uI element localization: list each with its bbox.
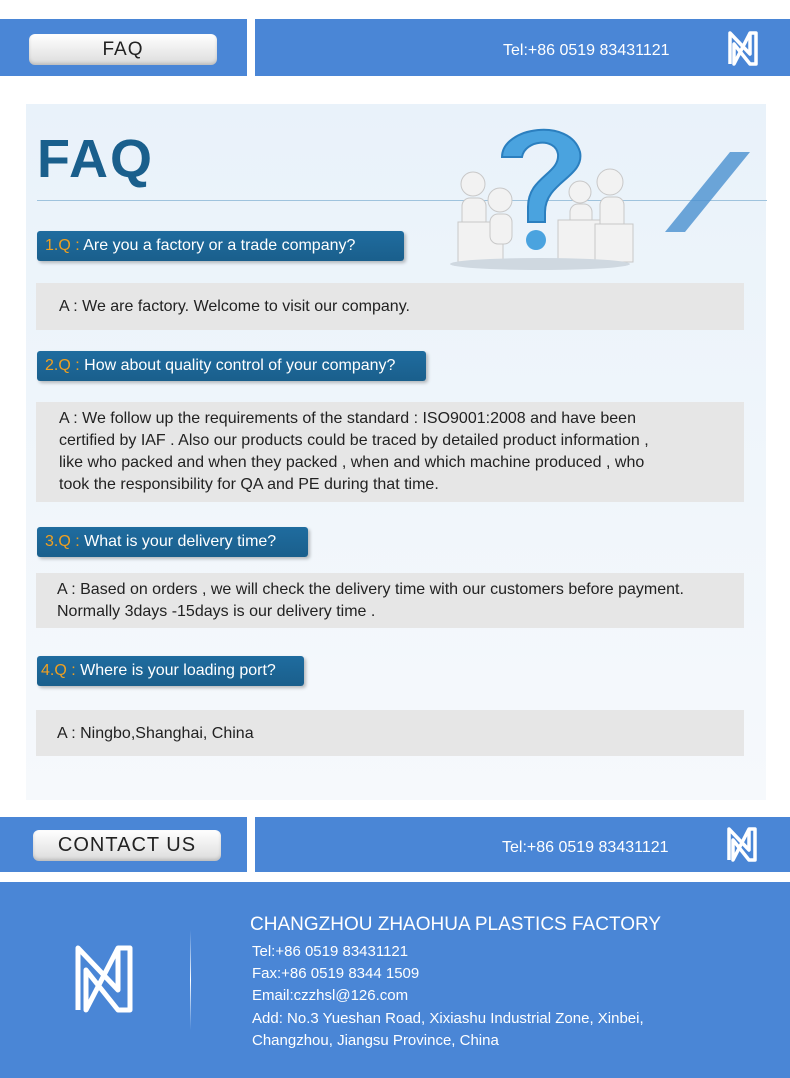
- footer-address-line-1: Add: No.3 Yueshan Road, Xixiashu Industrial Zone, Xinbei,: [252, 1010, 644, 1027]
- answer-line: like who packed and when they packed , when and which machine produced , who: [59, 454, 645, 471]
- footer-address-line-2: Changzhou, Jiangsu Province, China: [252, 1032, 499, 1049]
- question-text: How about quality control of your company?: [84, 357, 396, 374]
- question-number: 4.Q: [41, 662, 67, 679]
- question-bar-2: [37, 351, 426, 381]
- answer-box-1: [36, 283, 744, 330]
- answer-line: took the responsibility for QA and PE during that time.: [59, 476, 439, 493]
- answer-box-4: [36, 710, 744, 756]
- answer-line: certified by IAF . Also our products could be traced by detailed product information ,: [59, 432, 649, 449]
- footer-phone: Tel:+86 0519 83431121: [252, 943, 409, 960]
- faq-title: FAQ: [37, 129, 155, 189]
- question-separator: :: [66, 662, 81, 679]
- answer-line: A : Based on orders , we will check the delivery time with our customers before payment.: [57, 581, 684, 598]
- answer-box-3: [36, 573, 744, 628]
- n-logo-icon: [725, 826, 759, 862]
- n-logo-icon: [726, 30, 760, 66]
- company-name: CHANGZHOU ZHAOHUA PLASTICS FACTORY: [250, 914, 662, 935]
- footer-n-logo-icon: [70, 942, 138, 1014]
- question-text: What is your delivery time?: [84, 533, 277, 550]
- faq-tab-button[interactable]: FAQ: [29, 34, 217, 65]
- contact-header-phone: Tel:+86 0519 83431121: [502, 839, 669, 856]
- answer-line: A : We follow up the requirements of the standard : ISO9001:2008 and have been: [59, 410, 636, 427]
- footer-email: Email:czzhsl@126.com: [252, 987, 409, 1004]
- question-number: 3.Q: [45, 533, 71, 550]
- contact-us-tab-button[interactable]: CONTACT US: [33, 830, 221, 861]
- question-number: 1.Q: [45, 237, 71, 254]
- question-bar-3: [37, 527, 308, 557]
- question-separator: :: [70, 357, 85, 374]
- question-bar-1: [37, 231, 404, 261]
- answer-box-2: [36, 402, 744, 502]
- question-bar-4: [37, 656, 304, 686]
- footer-fax: Fax:+86 0519 8344 1509: [252, 965, 420, 982]
- question-figures-illustration: [440, 112, 766, 272]
- question-separator: :: [70, 533, 85, 550]
- answer-line: Normally 3days -15days is our delivery time .: [57, 603, 376, 620]
- question-text: Where is your loading port?: [80, 662, 276, 679]
- answer-line: A : We are factory. Welcome to visit our company.: [59, 298, 410, 315]
- answer-line: A : Ningbo,Shanghai, China: [57, 725, 254, 742]
- question-number: 2.Q: [45, 357, 71, 374]
- question-separator: :: [70, 237, 84, 254]
- question-text: Are you a factory or a trade company?: [83, 237, 356, 254]
- header-phone: Tel:+86 0519 83431121: [503, 42, 670, 59]
- footer-divider: [190, 930, 191, 1030]
